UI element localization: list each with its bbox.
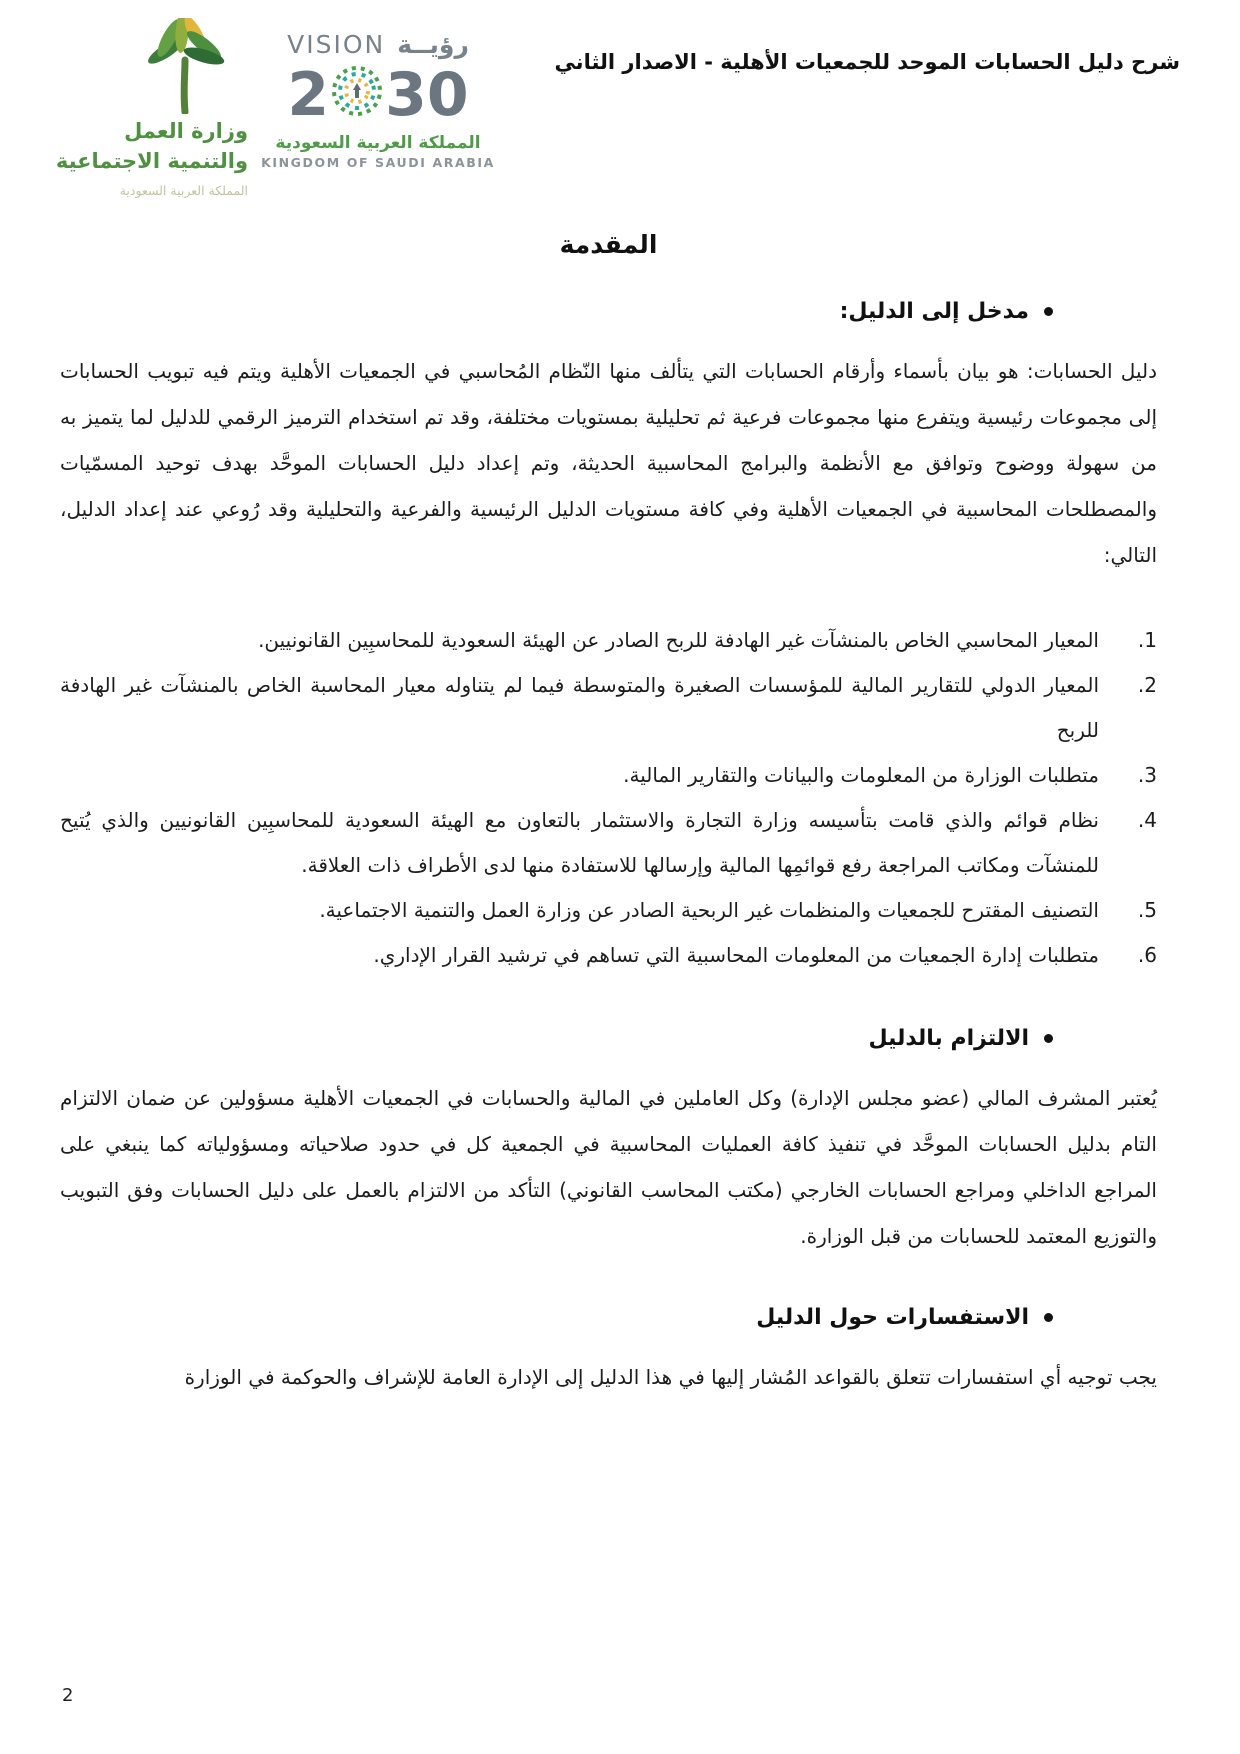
section-heading [60, 1305, 1157, 1330]
page-title: المقدمة [559, 230, 658, 259]
list-item [60, 933, 1157, 978]
vision-2030-emblem-icon [329, 61, 385, 129]
section-inquiries [60, 1305, 1157, 1400]
bullet-icon [1044, 1313, 1053, 1322]
page-header [0, 0, 1240, 198]
list-item-number: 1. [1137, 628, 1157, 652]
list-item-number: 5. [1137, 898, 1157, 922]
section-heading-label: الاستفسارات حول الدليل [756, 1305, 1029, 1330]
page-content [0, 230, 1240, 1400]
bullet-icon [1044, 307, 1053, 316]
vision-country-ar: المملكة العربية السعودية [275, 133, 481, 153]
paragraph: يُعتبر المشرف المالي (عضو مجلس الإدارة) وكل العاملين في المالية والحسابات في الجمعيات الأهلية مسؤولين عن ضمان الالتزام التام بدليل الحسابات الموحَّد في تنفيذ كافة العمليات المحاسبية في الجمعية كل في حدود صلاحياته ومسؤولياته كما ينبغي على المراجع الداخلي ومراجع الحسابات الخارجي (مكتب المحاسب القانوني) التأكد من الالتزام بالعمل على دليل الحسابات وفق التبويب والتوزيع المعتمد للحسابات من قبل الوزارة. [60, 1086, 1157, 1248]
vision-country-en: KINGDOM OF SAUDI ARABIA [261, 155, 495, 170]
year-digit-left: 2 [287, 60, 330, 130]
vision-en-label: VISION [287, 30, 386, 59]
list-item-text: التصنيف المقترح للجمعيات والمنظمات غير الربحية الصادر عن وزارة العمل والتنمية الاجتماعية. [319, 898, 1099, 922]
page-number: 2 [62, 1685, 74, 1706]
list-item [60, 663, 1157, 753]
list-item [60, 798, 1157, 888]
list-item-text: المعيار الدولي للتقارير المالية للمؤسسات الصغيرة والمتوسطة فيما لم يتناوله معيار المحاسبة الخاص بالمنشآت غير الهادفة للربح [60, 673, 1099, 742]
list-item-number: 3. [1137, 763, 1157, 787]
ministry-name [36, 116, 248, 177]
list-item-number: 6. [1137, 943, 1157, 967]
bullet-icon [1044, 1034, 1053, 1043]
palm-tree-icon [36, 18, 248, 114]
ministry-name-line1: وزارة العمل [124, 119, 248, 143]
paragraph: دليل الحسابات: هو بيان بأسماء وأرقام الحسابات التي يتألف منها النّظام المُحاسبي في الجمعيات الأهلية ويتم فيه تبويب الحسابات إلى مجموعات رئيسية ويتفرع منها مجموعات فرعية ثم تحليلية بمستويات مختلفة، وقد تم استخدام الترميز الرقمي للدليل لما يتميز به من سهولة ووضوح وتوافق مع الأنظمة والبرامج المحاسبية الحديثة، وتم إعداد دليل الحسابات الموحَّد بهدف توحيد المسمّيات والمصطلحات المحاسبية في الجمعيات الأهلية وفي كافة مستويات الدليل الرئيسية والفرعية والتحليلية وقد رُوعي عند إعداد الدليل، التالي: [60, 359, 1157, 567]
document-title: شرح دليل الحسابات الموحد للجمعيات الأهلية - الاصدار الثاني [554, 50, 1180, 74]
list-item-number: 2. [1137, 673, 1157, 697]
section-introduction [60, 299, 1157, 978]
vision-wordmark [258, 30, 498, 59]
numbered-list [60, 618, 1157, 978]
list-item-number: 4. [1137, 808, 1157, 832]
section-heading [60, 299, 1157, 324]
vision-2030-year [258, 61, 498, 129]
list-item [60, 753, 1157, 798]
vision-ar-label: رؤيــة [397, 30, 469, 59]
list-item [60, 888, 1157, 933]
ministry-logo [36, 18, 248, 198]
ministry-country-label: المملكة العربية السعودية [119, 182, 248, 198]
year-digits-right: 30 [385, 60, 469, 130]
list-item-text: نظام قوائم والذي قامت بتأسيسه وزارة التجارة والاستثمار بالتعاون مع الهيئة السعودية للمحاسبِين القانونيين والذي يُتيح للمنشآت ومكاتب المراجعة رفع قوائمِها المالية وإرسالها للاستفادة منها لدى الأطراف ذات العلاقة. [60, 808, 1099, 877]
list-item-text: متطلبات إدارة الجمعيات من المعلومات المحاسبية التي تساهم في ترشيد القرار الإداري. [373, 943, 1099, 967]
section-heading-label: الالتزام بالدليل [868, 1026, 1029, 1051]
list-item [60, 618, 1157, 663]
section-heading-label: مدخل إلى الدليل: [839, 299, 1029, 324]
section-commitment [60, 1026, 1157, 1259]
ministry-name-line2: والتنمية الاجتماعية [55, 149, 248, 174]
list-item-text: متطلبات الوزارة من المعلومات والبيانات والتقارير المالية. [623, 763, 1099, 787]
vision-2030-logo [258, 30, 498, 170]
list-item-text: المعيار المحاسبي الخاص بالمنشآت غير الهادفة للربح الصادر عن الهيئة السعودية للمحاسبِين القانونيين. [258, 628, 1099, 652]
section-heading [60, 1026, 1157, 1051]
paragraph: يجب توجيه أي استفسارات تتعلق بالقواعد المُشار إليها في هذا الدليل إلى الإدارة العامة للإشراف والحوكمة في الوزارة [184, 1365, 1157, 1389]
